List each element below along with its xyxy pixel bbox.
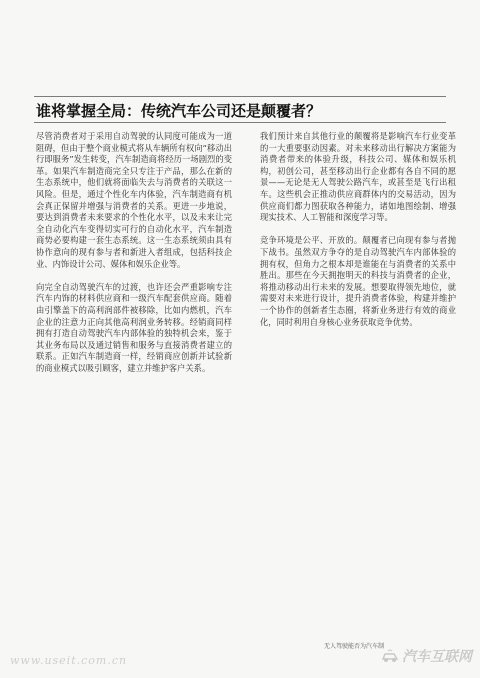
- brand-name: 汽车互联网: [402, 649, 472, 665]
- right-column: [260, 131, 456, 340]
- car-network-icon: [381, 648, 399, 664]
- left-column: [36, 131, 232, 386]
- paragraph: 尽管消费者对于采用自动驾驶的认同度可能成为一道阻碍，但由于整个商业模式将从车辆所有权向“移动出行即服务”发生转变，汽车制造商将经历一场剧烈的变革。如果汽车制造商完全只专注于产品，那么在新的生态系统中，他们就将面临失去与消费者的关联这一风险。但是，通过个性化车内体验，汽车制造商有机会真正保留并增强与消费者的关系。更进一步地说，要达到消费者未来要求的个性化水平，以及未来让完全自动化汽车变得切实可行的自动化水平，汽车制造商势必要构建一套生态系统。这一生态系统须由具有协作意向的现有参与者和新进入者组成，包括科技企业、内饰设计公司、媒体和娱乐企业等。: [36, 131, 232, 269]
- brand-watermark: [381, 646, 472, 666]
- paragraph: 我们预计来自其他行业的颠覆将是影响汽车行业变革的一大重要驱动因素。对未来移动出行解决方案能为消费者带来的体验升级，科技公司、媒体和娱乐机构，初创公司，甚至移动出行企业都有各自不同的愿景——无论是无人驾驶公路汽车，或甚至是飞行出租车。这些机会正推动供应商群体内的交易活动，因为供应商们都力图获取各种能力，诸如地图绘制、增强现实技术、人工智能和深度学习等。: [260, 131, 456, 223]
- article-title: 谁将掌握全局：传统汽车公司还是颠覆者？: [36, 102, 322, 120]
- title-bottom-rule: [34, 122, 446, 123]
- site-watermark: www.useit.com.cn: [10, 654, 128, 667]
- title-top-rule: [34, 96, 446, 97]
- running-footer: 无人驾驶能否为汽车制: [323, 643, 384, 650]
- paragraph: 竞争环境是公平、开放的。颠覆者已向现有参与者抛下战书。虽然双方争夺的是自动驾驶汽车内部体验的拥有权，但角力之根本却是谁能在与消费者的关系中胜出。那些在今天拥抱明天的科技与消费者的企业，将推动移动出行未来的发展。想要取得领先地位，就需要对未来进行设计，提升消费者体验，构建并维护一个协作的创新者生态圈，将新业务进行有效的商业化，同时利用自身核心业务获取竞争优势。: [260, 235, 456, 327]
- paragraph: 向完全自动驾驶汽车的过渡，也许还会严重影响专注汽车内饰的材料供应商和一级汽车配套供应商。随着由引擎盖下的高利润部件被移除，比如内燃机，汽车企业的注意力正向其他高利润业务转移。经销商同样拥有打造自动驾驶汽车内部体验的独特机会来，鉴于其业务布局以及通过销售和服务与直接消费者建立的联系。正如汽车制造商一样，经销商应创新并试验新的商业模式以吸引顾客，建立并维护客户关系。: [36, 281, 232, 373]
